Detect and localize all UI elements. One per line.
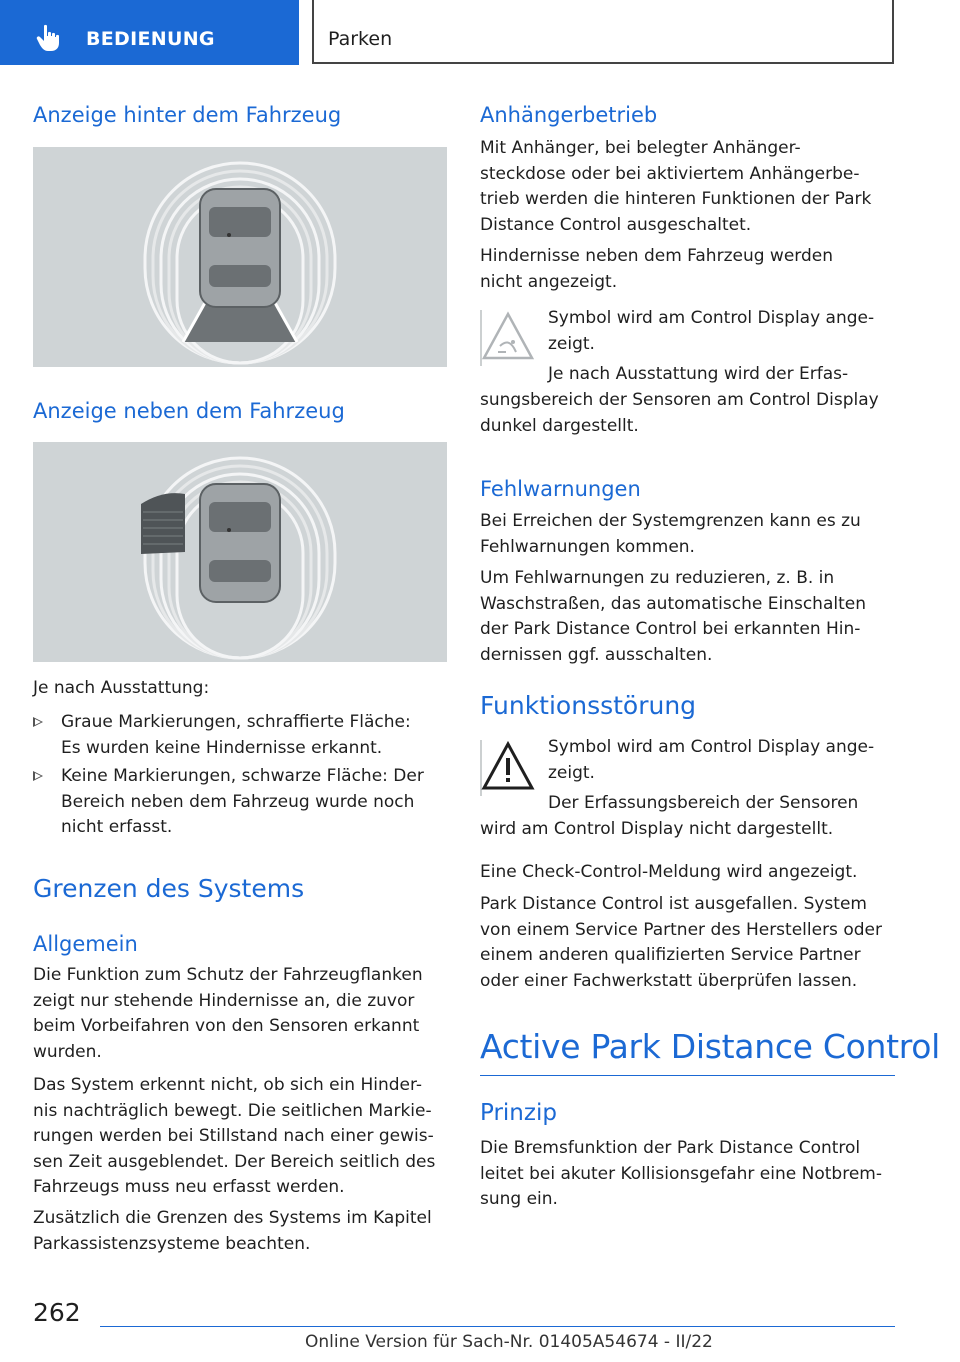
text-line: Symbol wird am Control Display ange- [548,308,875,328]
page-number: 262 [33,1298,81,1327]
text-line: Waschstraßen, das automatische Einschalten [480,593,866,614]
text-line: wurden. [33,1041,102,1062]
text-line: sen Zeit ausgeblendet. Der Bereich seitlich des [33,1151,436,1172]
text-line: rungen werden bei Stillstand nach einer gewis- [33,1126,434,1146]
text-line: Fahrzeugs muss neu erfasst werden. [33,1177,345,1197]
chapter-tab[interactable] [312,0,894,64]
text-line: leitet bei akuter Kollisionsgefahr eine Notbrem- [480,1163,882,1184]
text-line: nicht angezeigt. [480,271,618,292]
bullet-triangle-icon [33,717,43,727]
bullet-line: nicht erfasst. [61,817,173,837]
text-line: Um Fehlwarnungen zu reduzieren, z. B. in [480,568,835,588]
text-line: Zusätzlich die Grenzen des Systems im Kapitel [33,1208,432,1228]
list-item [33,764,453,842]
heading-side-display: Anzeige neben dem Fahrzeug [33,399,345,423]
text-line: oder einer Fachwerkstatt überprüfen lassen. [480,970,858,991]
intro-text: Je nach Ausstattung: [33,678,210,698]
text-line: sungsbereich der Sensoren am Control Display [480,390,879,410]
paragraph-trailer-3 [480,388,910,439]
text-line: beim Vorbeifahren von den Sensoren erkannt [33,1016,420,1036]
bullet-line: Bereich neben dem Fahrzeug wurde noch [61,791,415,812]
text-line: von einem Service Partner des Herstellers oder [480,919,882,940]
footer-divider [100,1326,895,1327]
rear-display-illustration [33,147,447,367]
bullet-line: Es wurden keine Hindernisse erkannt. [61,737,383,758]
paragraph-false-2 [480,566,900,668]
paragraph-general-2 [33,1073,453,1201]
bullet-triangle-icon [33,771,43,781]
bullet-line: Keine Markierungen, schwarze Fläche: Der [61,766,424,786]
text-line: Die Funktion zum Schutz der Fahrzeugflanken [33,965,423,985]
paragraph-principle [480,1136,900,1213]
heading-rear-display: Anzeige hinter dem Fahrzeug [33,103,342,127]
text-line: Park Distance Control ist ausgefallen. System [480,894,867,914]
paragraph-trailer-1 [480,136,900,238]
text-line: Bei Erreichen der Systemgrenzen kann es zu [480,511,861,531]
paragraph-malfunction-3 [480,892,910,994]
heading-malfunction: Funktionsstörung [480,691,697,720]
text-line: Je nach Ausstattung wird der Erfas- [548,364,849,384]
heading-trailer-mode: Anhängerbetrieb [480,103,658,127]
text-line: Das System erkennt nicht, ob sich ein Hinder- [33,1075,423,1095]
bullet-line: Graue Markierungen, schraffierte Fläche: [61,712,411,732]
text-line: Parkassistenzsysteme beachten. [33,1233,311,1254]
text-line: Symbol wird am Control Display ange- [548,737,875,757]
paragraph-general-1 [33,963,453,1065]
online-version-note: Online Version für Sach-Nr. 01405A54674 - II/22 [305,1332,713,1352]
text-line: sung ein. [480,1189,558,1209]
text-line: Der Erfassungsbereich der Sensoren [548,793,859,813]
text-line: Hindernisse neben dem Fahrzeug werden [480,246,833,266]
section-label: BEDIENUNG [86,28,215,50]
side-display-illustration [33,442,447,662]
text-line: nis nachträglich bewegt. Die seitlichen Markie- [33,1100,432,1121]
text-line: der Park Distance Control bei erkannten Hin- [480,619,861,639]
text-line: Fehlwarnungen kommen. [480,536,695,557]
text-line: wird am Control Display nicht dargestellt. [480,819,834,839]
heading-divider [480,1075,895,1076]
text-line: Die Bremsfunktion der Park Distance Control [480,1138,861,1158]
text-line: Mit Anhänger, bei belegter Anhänger- [480,138,801,158]
trailer-warning-icon [480,308,536,366]
malfunction-icon-caption [548,735,908,786]
trailer-icon-caption [548,306,908,357]
paragraph-trailer-2 [480,244,900,295]
text-line: Distance Control ausgeschaltet. [480,214,752,235]
section-tab[interactable] [0,0,299,65]
text-line: zeigt. [548,333,595,354]
text-line: zeigt nur stehende Hindernisse an, die zuvor [33,990,415,1011]
heading-system-limits: Grenzen des Systems [33,874,305,903]
paragraph-check-control: Eine Check-Control-Meldung wird angezeigt. [480,862,858,882]
text-line: einem anderen qualifizierten Service Partner [480,945,861,965]
header-bar [0,0,960,66]
paragraph-false-1 [480,509,900,560]
text-line: zeigt. [548,762,595,783]
hand-pointer-icon [36,24,62,52]
list-item [33,710,453,762]
text-line: dernissen ggf. ausschalten. [480,644,713,665]
paragraph-general-3 [33,1206,453,1257]
heading-principle: Prinzip [480,1100,557,1126]
chapter-label: Parken [328,28,393,50]
text-line: dunkel dargestellt. [480,415,639,436]
text-line: trieb werden die hinteren Funktionen der Park [480,189,872,209]
text-line: steckdose oder bei aktiviertem Anhängerbe- [480,163,860,184]
warning-triangle-icon [480,738,536,796]
chapter-heading: Active Park Distance Control [480,1027,941,1066]
heading-false-warnings: Fehlwarnungen [480,477,641,501]
heading-general: Allgemein [33,932,138,956]
